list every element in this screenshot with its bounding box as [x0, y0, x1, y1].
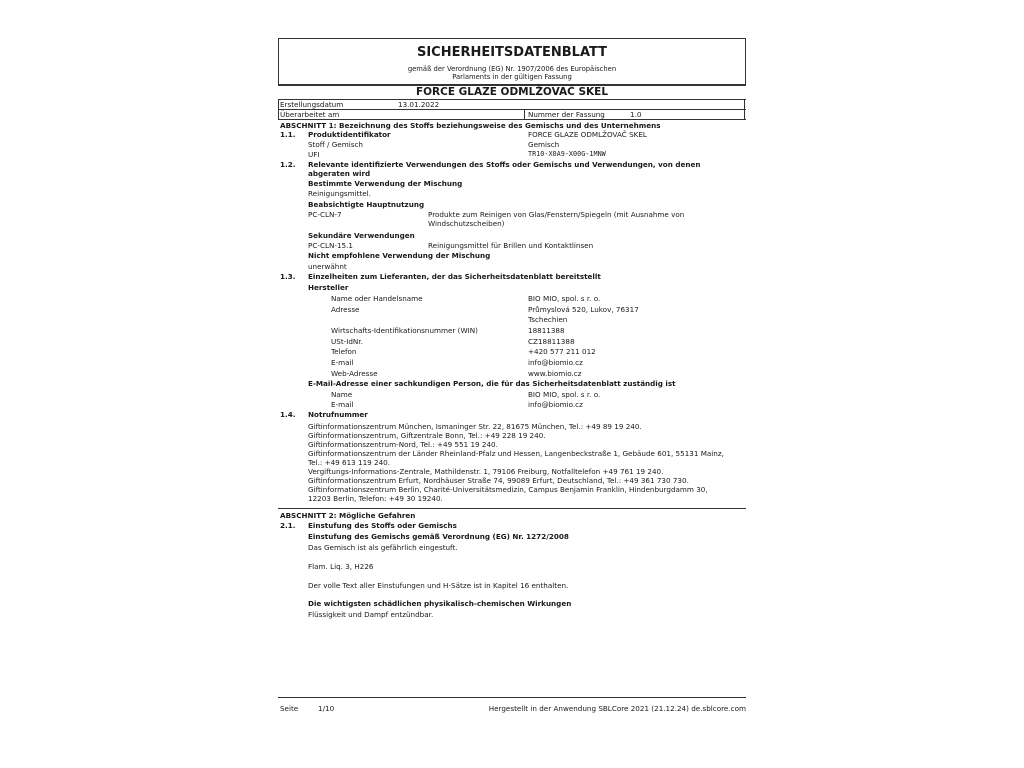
effects-heading: Die wichtigsten schädlichen physikalisch-chemischen Wirkungen: [308, 599, 572, 608]
created-value: 13.01.2022: [398, 100, 440, 109]
s12-title: Relevante identifizierte Verwendungen des Stoffs oder Gemischs und Verwendungen, von denen: [308, 160, 701, 169]
mfr-label: Telefon: [331, 347, 357, 356]
mfr-label: Web-Adresse: [331, 369, 378, 378]
mfr-value: CZ18811388: [528, 337, 575, 346]
s12-number: 1.2.: [280, 160, 296, 169]
mfr-value: www.biomio.cz: [528, 369, 582, 378]
s13-number: 1.3.: [280, 272, 296, 281]
document-title: SICHERHEITSDATENBLATT: [416, 45, 608, 60]
expert-value: info@biomio.cz: [528, 400, 583, 409]
mfr-label: Wirtschafts-Identifikationsnummer (WIN): [331, 326, 478, 335]
expert-value: BIO MIO, spol. s r. o.: [528, 390, 601, 399]
classification-heading: Einstufung des Gemischs gemäß Verordnung (EG) Nr. 1272/2008: [308, 532, 569, 541]
s21-title: Einstufung des Stoffs oder Gemischs: [308, 521, 457, 530]
emergency-line: Giftinformationszentrum der Länder Rheinland-Pfalz und Hessen, Langenbeckstraße 1, Gebäude 601, 55131 Mainz,: [308, 449, 724, 458]
full-text-note: Der volle Text aller Einstufungen und H-Sätze ist in Kapitel 16 enthalten.: [308, 581, 569, 590]
emergency-line: Giftinformationszentrum Berlin, Charité-Universitätsmedizin, Campus Benjamin Franklin, Hindenburgdamm 30,: [308, 485, 708, 494]
mfr-value: Tschechien: [528, 315, 568, 324]
footer-divider: [278, 697, 746, 698]
generator-note: Hergestellt in der Anwendung SBLCore 2021 (21.12.24) de.sblcore.com: [488, 704, 746, 713]
s11-title: Produktidentifikator: [308, 130, 391, 139]
ufi-label: UFI: [308, 150, 320, 159]
regulation-subtitle: gemäß der Verordnung (EG) Nr. 1907/2006 des Europäischen: [407, 65, 617, 73]
expert-label: Name: [331, 390, 353, 399]
revised-label: Überarbeitet am: [280, 110, 340, 119]
sec-use-heading: Sekundäre Verwendungen: [308, 231, 415, 240]
stoff-label: Stoff / Gemisch: [308, 140, 363, 149]
emergency-line: 12203 Berlin, Telefon: +49 30 19240.: [308, 494, 443, 503]
ufi-value: TR10-X0A9-X00G-1MNW: [528, 150, 606, 158]
mfr-label: Adresse: [331, 305, 360, 314]
s11-number: 1.1.: [280, 130, 296, 139]
mfr-value: info@biomio.cz: [528, 358, 583, 367]
page-number: 1/10: [318, 704, 335, 713]
not-rec-value: unerwähnt: [308, 262, 347, 271]
emergency-line: Tel.: +49 613 119 240.: [308, 458, 391, 467]
section-divider: [278, 508, 746, 509]
expert-heading: E-Mail-Adresse einer sachkundigen Person, die für das Sicherheitsdatenblatt zuständig ist: [308, 379, 676, 388]
sds-page: [278, 38, 746, 718]
main-use-code: PC-CLN-7: [308, 210, 342, 219]
s12-title-2: abgeraten wird: [308, 169, 371, 178]
s14-number: 1.4.: [280, 410, 296, 419]
version-label: Nummer der Fassung: [528, 110, 605, 119]
mfr-label: USt-IdNr.: [331, 337, 363, 346]
effects-text: Flüssigkeit und Dampf entzündbar.: [308, 610, 434, 619]
main-use-desc-2: Windschutzscheiben): [428, 219, 505, 228]
mfr-label: E-mail: [331, 358, 354, 367]
main-use-heading: Beabsichtigte Hauptnutzung: [308, 200, 425, 209]
section2-heading: ABSCHNITT 2: Mögliche Gefahren: [280, 511, 416, 520]
emergency-line: Giftinformationszentrum Erfurt, Nordhäuser Straße 74, 99089 Erfurt, Deutschland, Tel.: +49 361 730 730.: [308, 476, 689, 485]
page-label: Seite: [280, 704, 299, 713]
classification-text: Das Gemisch ist als gefährlich eingestuft.: [308, 543, 458, 552]
created-label: Erstellungsdatum: [280, 100, 344, 109]
expert-label: E-mail: [331, 400, 354, 409]
use-value: Reinigungsmittel.: [308, 189, 371, 198]
s21-number: 2.1.: [280, 521, 296, 530]
emergency-line: Vergiftungs-Informations-Zentrale, Mathildenstr. 1, 79106 Freiburg, Notfalltelefon +49 761 19 240.: [308, 467, 664, 476]
hazard-code: Flam. Liq. 3, H226: [308, 562, 374, 571]
product-name: FORCE GLAZE ODMLŽOVAČ SKEL: [415, 86, 609, 98]
stoff-value: Gemisch: [528, 140, 560, 149]
section1-heading: ABSCHNITT 1: Bezeichnung des Stoffs beziehungsweise des Gemischs und des Unternehmens: [280, 121, 661, 130]
mfr-value: +420 577 211 012: [528, 347, 596, 356]
main-use-desc: Produkte zum Reinigen von Glas/Fenstern/Spiegeln (mit Ausnahme von: [428, 210, 685, 219]
s14-title: Notrufnummer: [308, 410, 368, 419]
s11-value: FORCE GLAZE ODMLŽOVAČ SKEL: [528, 130, 647, 139]
emergency-line: Giftinformationszentrum-Nord, Tel.: +49 551 19 240.: [308, 440, 498, 449]
version-value: 1.0: [630, 110, 642, 119]
use-heading: Bestimmte Verwendung der Mischung: [308, 179, 463, 188]
regulation-subtitle-2: Parlaments in der gültigen Fassung: [452, 73, 572, 81]
manufacturer-heading: Hersteller: [308, 283, 349, 292]
mfr-value: BIO MIO, spol. s r. o.: [528, 294, 601, 303]
emergency-line: Giftinformationszentrum, Giftzentrale Bonn, Tel.: +49 228 19 240.: [308, 431, 546, 440]
mfr-value: Průmyslová 520, Lukov, 76317: [528, 305, 639, 314]
not-rec-heading: Nicht empfohlene Verwendung der Mischung: [308, 251, 491, 260]
sec-use-code: PC-CLN-15.1: [308, 241, 353, 250]
s13-title: Einzelheiten zum Lieferanten, der das Sicherheitsdatenblatt bereitstellt: [308, 272, 601, 281]
mfr-label: Name oder Handelsname: [331, 294, 423, 303]
mfr-value: 18811388: [528, 326, 565, 335]
emergency-line: Giftinformationszentrum München, Ismaninger Str. 22, 81675 München, Tel.: +49 89 19 240.: [308, 422, 642, 431]
sec-use-desc: Reinigungsmittel für Brillen und Kontaktlinsen: [428, 241, 594, 250]
